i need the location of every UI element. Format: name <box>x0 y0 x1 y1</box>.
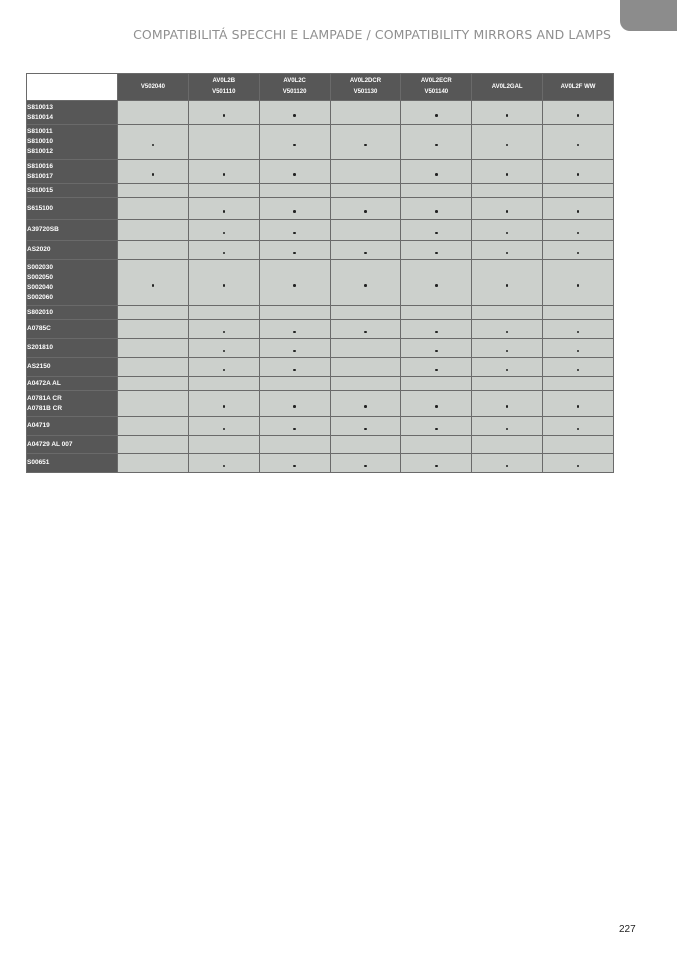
table-row <box>27 184 614 198</box>
table-row <box>27 358 614 377</box>
row-header-label: S810010 <box>27 138 54 145</box>
table-row <box>27 101 614 125</box>
empty-cell <box>118 198 189 220</box>
compatible-cell <box>330 125 401 160</box>
row-header <box>27 184 118 198</box>
row-header-label: A0472A AL <box>27 379 61 387</box>
compatible-cell <box>543 391 614 417</box>
empty-cell <box>472 306 543 320</box>
compatibility-bullet-icon <box>435 465 438 468</box>
row-header <box>27 241 118 260</box>
compatible-cell <box>259 320 330 339</box>
empty-cell <box>188 436 259 454</box>
compatibility-bullet-icon <box>577 210 580 213</box>
compatibility-bullet-icon <box>577 252 580 255</box>
row-header <box>27 220 118 241</box>
compatibility-table <box>26 73 614 473</box>
compatible-cell <box>188 339 259 358</box>
row-header <box>27 198 118 220</box>
row-header-label: S810012 <box>27 148 54 155</box>
compatibility-bullet-icon <box>577 369 580 372</box>
row-header-label: S810014 <box>27 113 54 121</box>
compatible-cell <box>543 198 614 220</box>
compatible-cell <box>472 358 543 377</box>
page-title: COMPATIBILITÁ SPECCHI E LAMPADE / COMPATIBILITY MIRRORS AND LAMPS <box>133 27 611 43</box>
empty-cell <box>330 184 401 198</box>
table-row <box>27 436 614 454</box>
compatibility-bullet-icon <box>223 465 226 468</box>
row-header-label: S810015 <box>27 186 54 194</box>
compatible-cell <box>188 220 259 241</box>
empty-cell <box>118 320 189 339</box>
compatibility-bullet-icon <box>293 252 296 255</box>
empty-cell <box>330 436 401 454</box>
compatible-cell <box>259 391 330 417</box>
compatible-cell <box>259 198 330 220</box>
row-header-label: AS2020 <box>27 246 51 253</box>
row-header-label: S002060 <box>27 293 54 301</box>
column-header-label: V501130 <box>353 89 378 95</box>
column-header-label: AV0L2GAL <box>491 83 523 90</box>
compatibility-bullet-icon <box>364 428 367 431</box>
compatible-cell <box>472 391 543 417</box>
row-header-label: S002040 <box>27 283 54 291</box>
compatibility-bullet-icon <box>435 144 438 147</box>
column-header <box>118 74 189 101</box>
row-header-label: S615100 <box>27 204 54 212</box>
empty-cell <box>330 101 401 125</box>
compatible-cell <box>401 198 472 220</box>
compatibility-bullet-icon <box>435 428 438 431</box>
compatibility-bullet-icon <box>223 232 226 235</box>
compatible-cell <box>401 125 472 160</box>
row-header <box>27 306 118 320</box>
row-header <box>27 436 118 454</box>
column-header-label: AV0L2B <box>212 78 236 84</box>
empty-cell <box>401 436 472 454</box>
compatible-cell <box>401 101 472 125</box>
row-header <box>27 391 118 417</box>
compatibility-bullet-icon <box>506 350 509 353</box>
compatibility-bullet-icon <box>506 210 509 213</box>
column-header-label: AV0L2F WW <box>560 83 596 90</box>
compatible-cell <box>330 391 401 417</box>
empty-cell <box>259 436 330 454</box>
row-header-label: A04729 AL 007 <box>27 440 73 448</box>
compatibility-bullet-icon <box>293 210 296 213</box>
compatible-cell <box>259 260 330 306</box>
empty-cell <box>330 220 401 241</box>
empty-cell <box>188 377 259 391</box>
compatible-cell <box>259 358 330 377</box>
column-header <box>543 74 614 101</box>
empty-cell <box>259 306 330 320</box>
empty-cell <box>118 184 189 198</box>
compatible-cell <box>259 417 330 436</box>
column-header-label: V502040 <box>140 83 165 90</box>
compatibility-bullet-icon <box>435 210 438 213</box>
compatibility-bullet-icon <box>223 284 226 287</box>
compatible-cell <box>472 454 543 473</box>
compatible-cell <box>330 417 401 436</box>
compatibility-bullet-icon <box>506 114 509 117</box>
compatible-cell <box>330 454 401 473</box>
compatibility-bullet-icon <box>293 173 296 176</box>
compatibility-bullet-icon <box>293 232 296 235</box>
table-row <box>27 454 614 473</box>
empty-cell <box>118 358 189 377</box>
compatibility-bullet-icon <box>506 369 509 372</box>
table-row <box>27 241 614 260</box>
compatible-cell <box>472 220 543 241</box>
compatible-cell <box>401 220 472 241</box>
row-header <box>27 260 118 306</box>
compatible-cell <box>401 417 472 436</box>
compatibility-bullet-icon <box>293 144 296 147</box>
empty-cell <box>188 125 259 160</box>
compatibility-bullet-icon <box>506 331 509 334</box>
compatibility-bullet-icon <box>364 210 367 213</box>
empty-cell <box>472 436 543 454</box>
table-row <box>27 391 614 417</box>
empty-cell <box>118 241 189 260</box>
row-header <box>27 358 118 377</box>
compatibility-bullet-icon <box>435 331 438 334</box>
compatibility-bullet-icon <box>435 405 438 408</box>
empty-cell <box>118 417 189 436</box>
row-header <box>27 417 118 436</box>
compatibility-bullet-icon <box>506 144 509 147</box>
compatible-cell <box>188 241 259 260</box>
row-header-label: S810016 <box>27 162 54 170</box>
compatible-cell <box>188 391 259 417</box>
compatible-cell <box>118 160 189 184</box>
compatibility-bullet-icon <box>223 173 226 176</box>
table-row <box>27 306 614 320</box>
compatible-cell <box>259 241 330 260</box>
table-row <box>27 377 614 391</box>
compatible-cell <box>188 260 259 306</box>
compatible-cell <box>259 454 330 473</box>
table-row <box>27 160 614 184</box>
empty-cell <box>401 306 472 320</box>
compatible-cell <box>188 101 259 125</box>
compatible-cell <box>401 339 472 358</box>
compatibility-bullet-icon <box>223 114 226 117</box>
empty-cell <box>472 184 543 198</box>
table-row <box>27 339 614 358</box>
column-header <box>472 74 543 101</box>
compatibility-bullet-icon <box>577 405 580 408</box>
empty-cell <box>330 339 401 358</box>
compatibility-bullet-icon <box>364 331 367 334</box>
compatible-cell <box>188 198 259 220</box>
compatibility-bullet-icon <box>435 350 438 353</box>
compatibility-bullet-icon <box>435 232 438 235</box>
compatible-cell <box>543 417 614 436</box>
compatibility-bullet-icon <box>506 465 509 468</box>
compatibility-bullet-icon <box>293 369 296 372</box>
empty-cell <box>472 377 543 391</box>
compatible-cell <box>259 160 330 184</box>
column-header <box>401 74 472 101</box>
empty-cell <box>543 184 614 198</box>
row-header-label: S201810 <box>27 344 54 351</box>
row-header-label: S810017 <box>27 172 54 180</box>
compatible-cell <box>472 260 543 306</box>
empty-cell <box>118 306 189 320</box>
compatibility-bullet-icon <box>223 428 226 431</box>
compatibility-bullet-icon <box>152 173 155 176</box>
empty-cell <box>330 358 401 377</box>
compatibility-bullet-icon <box>152 144 155 147</box>
compatibility-bullet-icon <box>223 369 226 372</box>
row-header-label: A0781B CR <box>27 404 63 412</box>
compatible-cell <box>259 101 330 125</box>
compatible-cell <box>543 320 614 339</box>
row-header <box>27 160 118 184</box>
compatible-cell <box>401 241 472 260</box>
row-header <box>27 454 118 473</box>
empty-cell <box>188 184 259 198</box>
compatibility-bullet-icon <box>293 465 296 468</box>
empty-cell <box>330 377 401 391</box>
compatible-cell <box>330 320 401 339</box>
empty-cell <box>543 306 614 320</box>
compatible-cell <box>543 220 614 241</box>
row-header-label: A0781A CR <box>27 394 62 402</box>
table-row <box>27 220 614 241</box>
compatible-cell <box>188 358 259 377</box>
section-tab <box>620 0 677 31</box>
compatible-cell <box>188 320 259 339</box>
column-header-label: AV0L2DCR <box>349 78 382 84</box>
compatible-cell <box>401 160 472 184</box>
table-corner <box>27 74 118 101</box>
compatible-cell <box>188 454 259 473</box>
compatible-cell <box>472 339 543 358</box>
compatible-cell <box>543 454 614 473</box>
compatible-cell <box>401 454 472 473</box>
empty-cell <box>259 184 330 198</box>
compatibility-bullet-icon <box>506 428 509 431</box>
compatibility-bullet-icon <box>577 428 580 431</box>
compatibility-bullet-icon <box>364 144 367 147</box>
table-row <box>27 260 614 306</box>
compatible-cell <box>472 160 543 184</box>
empty-cell <box>118 339 189 358</box>
compatible-cell <box>472 198 543 220</box>
compatible-cell <box>188 160 259 184</box>
table-row <box>27 125 614 160</box>
row-header-label: A39720SB <box>27 226 59 233</box>
compatibility-bullet-icon <box>577 144 580 147</box>
row-header <box>27 125 118 160</box>
empty-cell <box>118 220 189 241</box>
compatibility-bullet-icon <box>506 232 509 235</box>
compatibility-bullet-icon <box>506 405 509 408</box>
row-header <box>27 339 118 358</box>
compatible-cell <box>401 320 472 339</box>
empty-cell <box>118 436 189 454</box>
compatible-cell <box>259 125 330 160</box>
row-header-label: S810011 <box>27 128 53 135</box>
row-header-label: A04719 <box>27 422 50 429</box>
compatibility-bullet-icon <box>435 252 438 255</box>
table-body <box>27 101 614 473</box>
compatibility-bullet-icon <box>506 252 509 255</box>
row-header-label: S00651 <box>27 459 50 466</box>
compatibility-bullet-icon <box>577 114 580 117</box>
compatibility-bullet-icon <box>577 465 580 468</box>
compatible-cell <box>401 391 472 417</box>
compatibility-bullet-icon <box>152 284 155 287</box>
compatible-cell <box>259 220 330 241</box>
compatibility-bullet-icon <box>293 350 296 353</box>
empty-cell <box>401 184 472 198</box>
compatibility-bullet-icon <box>435 284 438 287</box>
empty-cell <box>543 436 614 454</box>
page-number: 227 <box>619 924 636 935</box>
compatibility-bullet-icon <box>293 331 296 334</box>
compatible-cell <box>543 260 614 306</box>
column-header <box>259 74 330 101</box>
empty-cell <box>330 160 401 184</box>
compatibility-bullet-icon <box>293 114 296 117</box>
row-header-label: S802010 <box>27 308 54 316</box>
compatible-cell <box>472 125 543 160</box>
compatibility-bullet-icon <box>293 428 296 431</box>
compatible-cell <box>543 101 614 125</box>
table-row <box>27 417 614 436</box>
column-header-label: AV0L2C <box>283 78 306 84</box>
compatibility-bullet-icon <box>577 173 580 176</box>
column-header <box>188 74 259 101</box>
compatibility-bullet-icon <box>435 369 438 372</box>
row-header-label: S002050 <box>27 273 54 281</box>
compatible-cell <box>543 241 614 260</box>
compatible-cell <box>543 160 614 184</box>
row-header <box>27 377 118 391</box>
row-header-label: AS2150 <box>27 363 51 370</box>
compatible-cell <box>118 125 189 160</box>
column-header-label: AV0L2ECR <box>420 78 452 84</box>
compatibility-bullet-icon <box>364 405 367 408</box>
row-header <box>27 320 118 339</box>
compatibility-bullet-icon <box>223 252 226 255</box>
row-header-label: A0785C <box>27 325 51 332</box>
row-header-label: S002030 <box>27 263 54 271</box>
compatibility-bullet-icon <box>506 284 509 287</box>
compatible-cell <box>259 339 330 358</box>
empty-cell <box>259 377 330 391</box>
empty-cell <box>118 454 189 473</box>
compatible-cell <box>188 417 259 436</box>
compatible-cell <box>330 198 401 220</box>
compatibility-bullet-icon <box>223 405 226 408</box>
compatibility-bullet-icon <box>364 252 367 255</box>
compatible-cell <box>472 101 543 125</box>
compatible-cell <box>330 241 401 260</box>
compatible-cell <box>401 260 472 306</box>
compatible-cell <box>472 320 543 339</box>
compatibility-bullet-icon <box>364 465 367 468</box>
compatibility-bullet-icon <box>577 331 580 334</box>
empty-cell <box>118 391 189 417</box>
table-row <box>27 198 614 220</box>
compatibility-bullet-icon <box>577 232 580 235</box>
compatibility-bullet-icon <box>435 173 438 176</box>
row-header <box>27 101 118 125</box>
compatible-cell <box>543 339 614 358</box>
compatibility-bullet-icon <box>293 284 296 287</box>
empty-cell <box>543 377 614 391</box>
compatibility-bullet-icon <box>577 350 580 353</box>
compatibility-bullet-icon <box>293 405 296 408</box>
compatibility-bullet-icon <box>435 114 438 117</box>
compatible-cell <box>401 358 472 377</box>
column-header <box>330 74 401 101</box>
compatibility-bullet-icon <box>506 173 509 176</box>
empty-cell <box>188 306 259 320</box>
compatibility-bullet-icon <box>364 284 367 287</box>
table-row <box>27 320 614 339</box>
column-header-label: V501120 <box>282 89 307 95</box>
compatibility-bullet-icon <box>577 284 580 287</box>
compatible-cell <box>543 125 614 160</box>
compatible-cell <box>472 241 543 260</box>
compatible-cell <box>330 260 401 306</box>
row-header-label: S810013 <box>27 103 54 111</box>
empty-cell <box>118 101 189 125</box>
table-header-row <box>27 74 614 101</box>
empty-cell <box>401 377 472 391</box>
compatibility-bullet-icon <box>223 350 226 353</box>
empty-cell <box>330 306 401 320</box>
column-header-label: V501110 <box>212 89 236 95</box>
compatibility-bullet-icon <box>223 210 226 213</box>
empty-cell <box>118 377 189 391</box>
column-header-label: V501140 <box>424 89 449 95</box>
compatible-cell <box>543 358 614 377</box>
compatible-cell <box>118 260 189 306</box>
compatible-cell <box>472 417 543 436</box>
compatibility-bullet-icon <box>223 331 226 334</box>
